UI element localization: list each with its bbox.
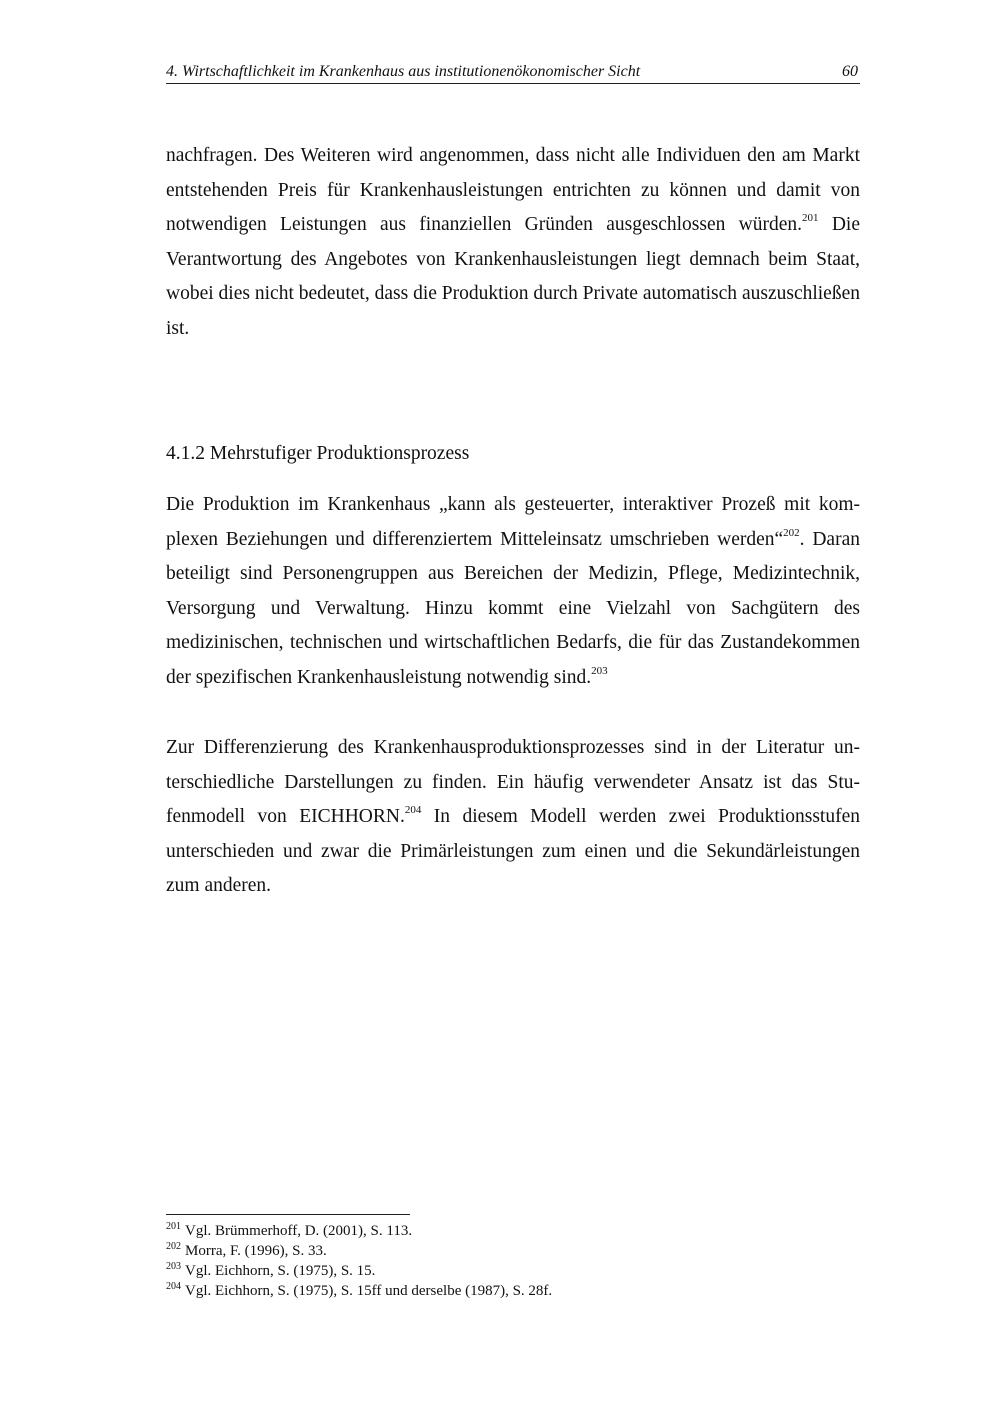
section-heading: 4.1.2 Mehrstufiger Produktionsprozess [166, 443, 470, 464]
footnote-ref-201: 201 [802, 212, 819, 224]
footnote-ref-203: 203 [591, 664, 608, 677]
footnote-item [166, 1281, 860, 1301]
footnote-item [166, 1261, 860, 1281]
header-page-number: 60 [842, 63, 858, 80]
footnote-ref-202: 202 [783, 526, 800, 539]
footnote-text: Vgl. Eichhorn, S. (1975), S. 15. [185, 1263, 376, 1279]
footnote-ref-204: 204 [404, 804, 422, 816]
footnote-item [166, 1221, 860, 1241]
footnote-separator [166, 1214, 410, 1215]
paragraph-3 [166, 731, 860, 904]
paragraph-3-text-b: In diesem Modell werden zwei Produktionsstufen unterschieden und zwar die Primärleistungen zum einen und die Sekundärleistungen zum anderen. [166, 806, 860, 896]
paragraph-2-text-a: Die Produktion im Krankenhaus „kann als gesteuerter, interaktiver Prozeß mit komplexen Beziehungen und differenziertem Mitteleinsatz umschrieben werden“ [166, 494, 860, 550]
footnotes [166, 1221, 860, 1301]
footnote-text: Vgl. Brümmerhoff, D. (2001), S. 113. [185, 1223, 413, 1239]
running-header [166, 61, 860, 84]
footnote-text: Vgl. Eichhorn, S. (1975), S. 15ff und derselbe (1987), S. 28f. [185, 1283, 553, 1299]
paragraph-1-text-a: nachfragen. Des Weiteren wird angenommen, dass nicht alle Individuen den am Markt entstehenden Preis für Krankenhausleistungen entrichten zu können und damit von notwendigen Leistungen aus finanziellen Gründen ausgeschlossen würden. [166, 145, 860, 235]
paragraph-1-text-b: Die Verantwortung des Angebotes von Krankenhausleistungen liegt demnach beim Staat, wobei dies nicht bedeutet, dass die Produktion durch Private automatisch auszuschließen ist. [166, 214, 861, 339]
paragraph-1 [166, 139, 860, 346]
footnote-number: 202 [166, 1241, 181, 1252]
footnote-text: Morra, F. (1996), S. 33. [185, 1243, 327, 1259]
paragraph-2-text-b: . Daran beteiligt sind Personengruppen aus Bereichen der Medizin, Pflege, Medizintechnik, Versorgung und Verwaltung. Hinzu kommt eine Vielzahl von Sachgütern des medizinischen, technischen und wirtschaftlichen Bedarfs, die für das Zustandekommen der spezifischen Krankenhausleistung notwendig sind. [166, 528, 860, 688]
paragraph-3-text-a: Zur Differenzierung des Krankenhausproduktionsprozesses sind in der Literatur unterschiedliche Darstellungen zu finden. Ein häufig verwendeter Ansatz ist das Stufenmodell von EICHHORN. [166, 737, 860, 827]
paragraph-2 [166, 488, 860, 695]
footnote-number: 203 [166, 1261, 181, 1272]
footnote-item [166, 1241, 860, 1261]
footnote-number: 201 [166, 1221, 181, 1232]
footnote-number: 204 [166, 1281, 181, 1292]
header-chapter-title: 4. Wirtschaftlichkeit im Krankenhaus aus institutionenökonomischer Sicht [166, 63, 641, 80]
